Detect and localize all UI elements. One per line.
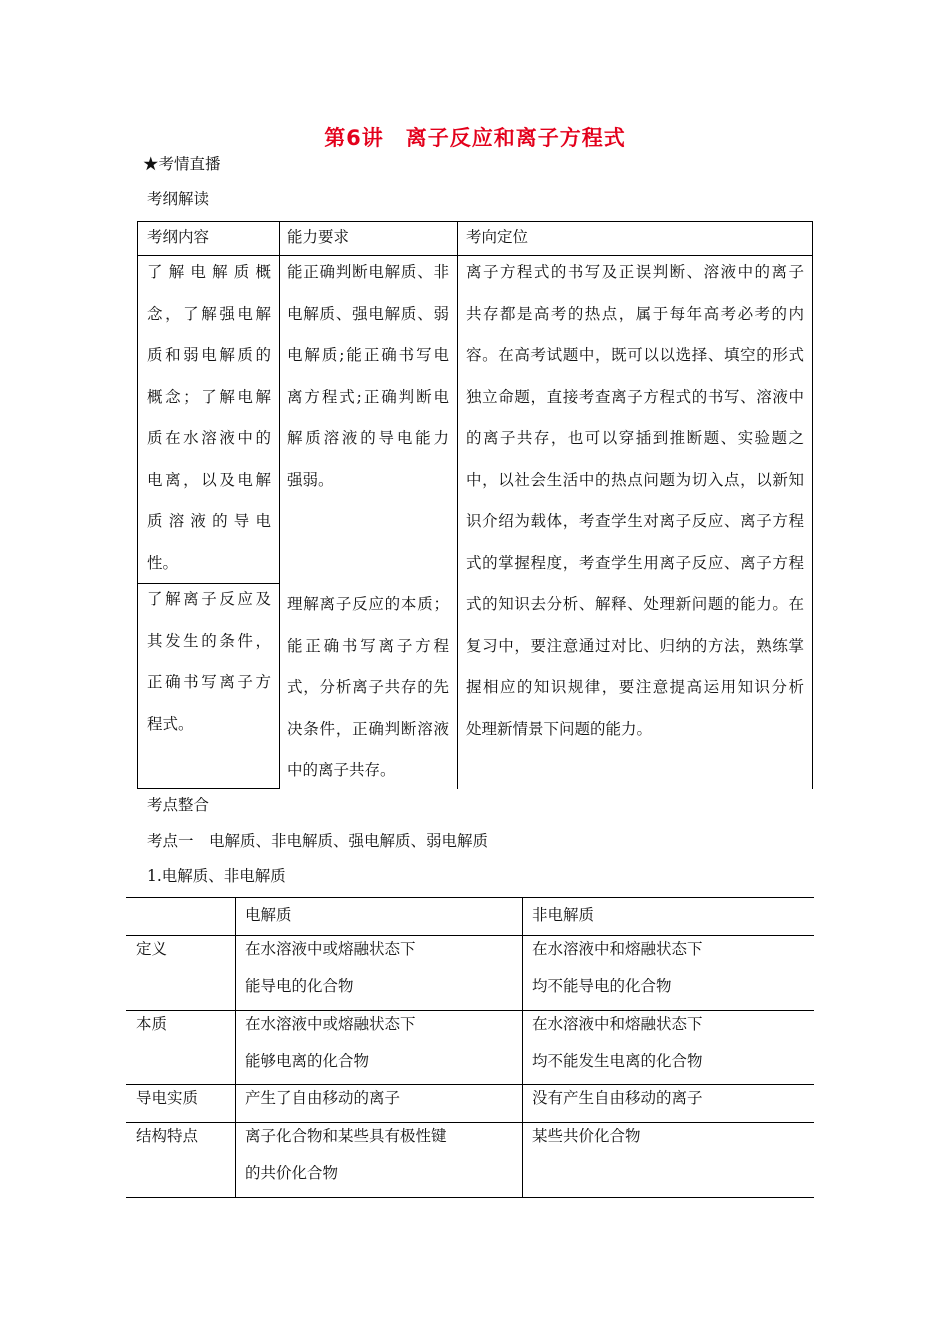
row-label-definition: 定义 <box>136 940 168 958</box>
row-label-structure: 结构特点 <box>136 1127 199 1145</box>
conduction-nonelectrolyte: 没有产生自由移动的离子 <box>532 1089 703 1107</box>
definition-electrolyte: 在水溶液中或熔融状态下 能导电的化合物 <box>245 940 416 995</box>
outline-content-1: 了 解 电 解 质 概 念，了解强电解 质和弱电解质的 概念；了解电解 质在水溶液中的 电离，以及电解 质 溶 液 的 导 电 性。 <box>147 263 271 572</box>
header-ability: 能力要求 <box>287 228 350 246</box>
definition-nonelectrolyte: 在水溶液中和熔融状态下 均不能导电的化合物 <box>532 940 703 995</box>
conduction-electrolyte: 产生了自由移动的离子 <box>245 1089 401 1107</box>
header-electrolyte: 电解质 <box>245 906 292 924</box>
outline-table <box>137 221 813 789</box>
section-label: ★考情直播 <box>143 155 221 173</box>
ability-1: 能正确判断电解质、非 电解质、强电解质、弱 电解质;能正确书写电 离方程式;正确判断电 解质溶液的导电能力 强弱。 <box>287 263 449 489</box>
page-title: 第6讲 离子反应和离子方程式 <box>324 126 626 150</box>
header-orientation: 考向定位 <box>466 228 529 246</box>
ability-2: 理解离子反应的本质； 能正确书写离子方程 式，分析离子共存的先 决条件，正确判断溶液 中的离子共存。 <box>287 595 449 779</box>
row-label-conduction: 导电实质 <box>136 1089 199 1107</box>
row-label-essence: 本质 <box>136 1015 168 1033</box>
structure-nonelectrolyte: 某些共价化合物 <box>532 1127 641 1145</box>
kd-one-heading: 考点一 电解质、非电解质、强电解质、弱电解质 <box>147 832 489 850</box>
comparison-table <box>126 897 814 1199</box>
outline-content-2: 了解离子反应及 其发生的条件， 正确书写离子方 程式。 <box>147 590 271 733</box>
header-outline-content: 考纲内容 <box>147 228 210 246</box>
structure-electrolyte: 离子化合物和某些具有极性键 的共价化合物 <box>245 1127 447 1182</box>
outline-heading: 考纲解读 <box>147 190 210 208</box>
essence-electrolyte: 在水溶液中或熔融状态下 能够电离的化合物 <box>245 1015 416 1070</box>
essence-nonelectrolyte: 在水溶液中和熔融状态下 均不能发生电离的化合物 <box>532 1015 703 1070</box>
header-nonelectrolyte: 非电解质 <box>532 906 595 924</box>
sub-heading: 1.电解质、非电解质 <box>147 867 286 885</box>
orientation-text: 离子方程式的书写及正误判断、溶液中的离子 共存都是高考的热点，属于每年高考必考的内 容。在高考试题中，既可以以选择、填空的形式 独立命题，直接考查离子方程式的书写、溶液中 的离子共存，也可以穿插到推断题、实验题之 中，以社会生活中的热点问题为切入点，以新知 识介绍为载体，考查学生对离子反应、离子方程 式的掌握程度，考查学生用离子反应、离子方程 式的知识去分析、解释、处理新问题的能力。在 复习中，要注意通过对比、归纳的方法，熟练掌 握相应的知识规律，要注意提高运用知识分析 处理新情景下问题的能力。 <box>466 263 804 738</box>
kd-heading: 考点整合 <box>147 796 210 814</box>
